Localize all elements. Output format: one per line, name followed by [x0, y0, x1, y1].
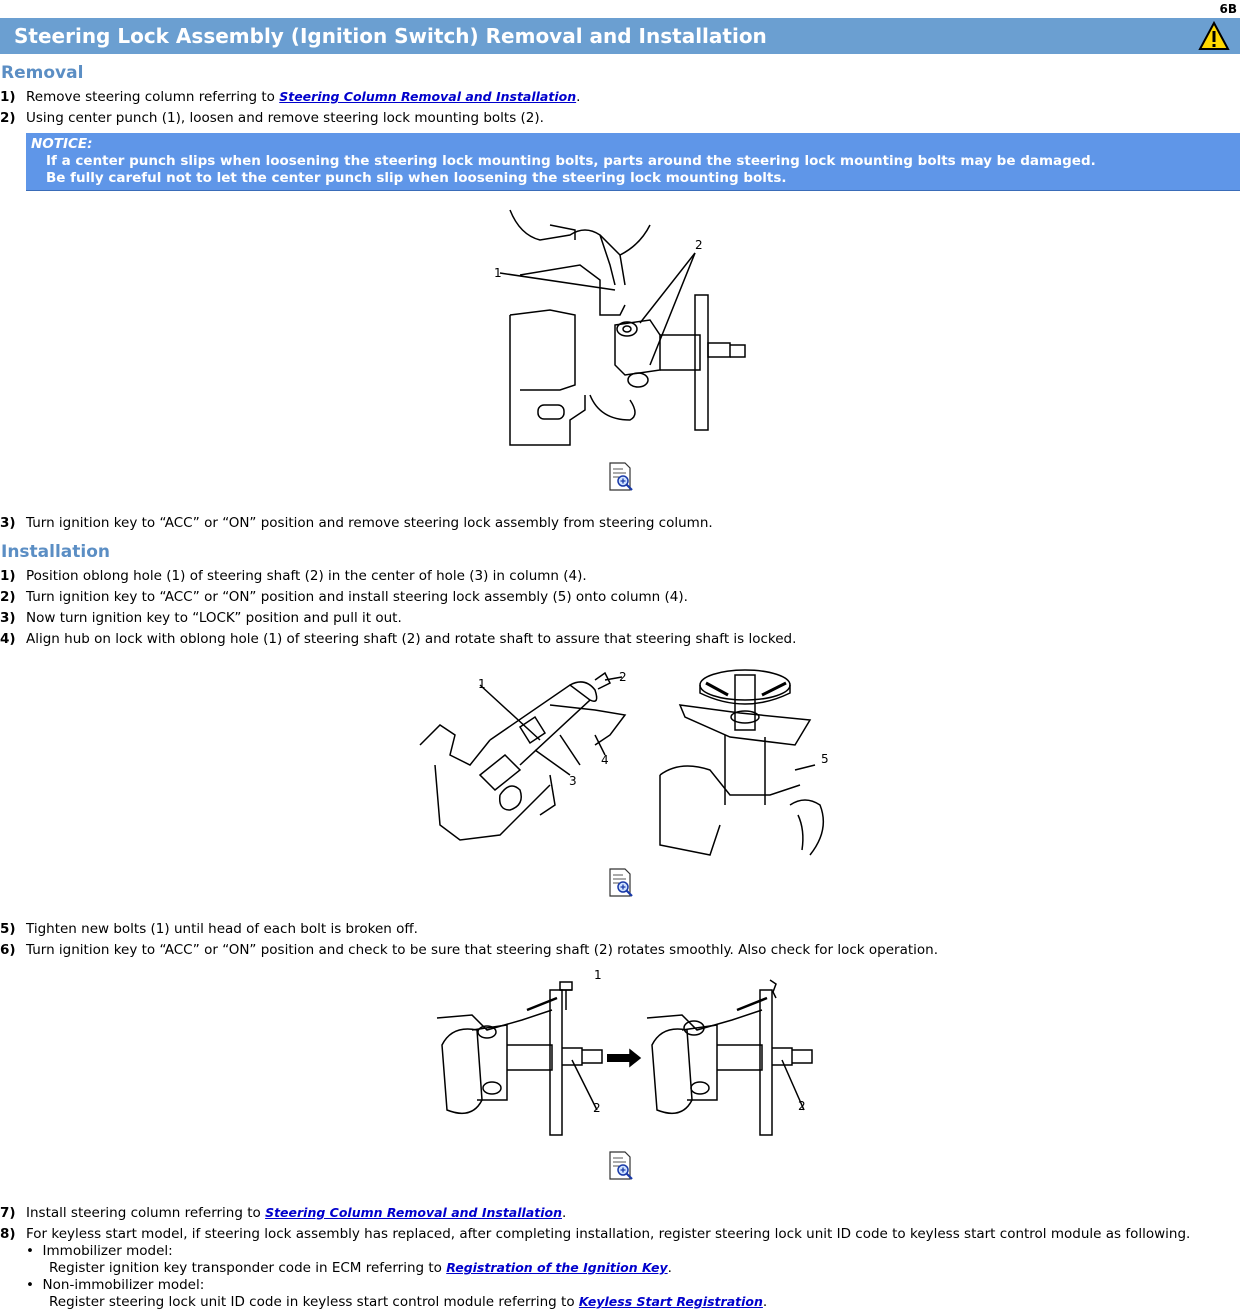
install-step-3	[0, 610, 402, 626]
steering-column-link[interactable]: Steering Column Removal and Installation	[279, 89, 577, 104]
step-text: Remove steering column referring to	[26, 89, 280, 105]
fig1-label-2: 2	[695, 238, 703, 252]
step-text: Turn ignition key to “ACC” or “ON” position and remove steering lock assembly from steering column.	[26, 515, 713, 531]
bullet-non-immobilizer-detail	[49, 1294, 767, 1310]
step-number: 6)	[0, 942, 16, 958]
step-text: Turn ignition key to “ACC” or “ON” position and check to be sure that steering shaft (2) rotates smoothly. Also check for lock operation.	[26, 942, 939, 958]
figure-bolt-diagram	[432, 970, 822, 1140]
fig3-label-2b: 2	[798, 1099, 806, 1113]
step-number: 3)	[0, 515, 16, 531]
notice-line-2: Be fully careful not to let the center punch slip when loosening the steering lock mounting bolts.	[46, 170, 787, 186]
figure-installation-diagram	[410, 655, 830, 860]
step-number: 2)	[0, 589, 16, 605]
removal-step-2	[0, 110, 544, 126]
install-step-1	[0, 568, 587, 584]
bullet-dot: •	[26, 1277, 43, 1293]
step-text: Turn ignition key to “ACC” or “ON” position and install steering lock assembly (5) onto column (4).	[26, 589, 688, 605]
install-step-5	[0, 921, 418, 937]
step-text-end: .	[576, 89, 581, 105]
step-number: 5)	[0, 921, 16, 937]
step-number: 1)	[0, 568, 16, 584]
bullet-immobilizer	[26, 1243, 173, 1259]
fig2-label-4: 4	[601, 753, 609, 767]
step-text: Now turn ignition key to “LOCK” position and pull it out.	[26, 610, 402, 626]
section-code: 6B	[1219, 2, 1237, 16]
removal-heading: Removal	[1, 63, 84, 83]
bullet-label: Immobilizer model:	[42, 1243, 173, 1259]
fig2-label-2: 2	[619, 670, 627, 684]
step-text: Using center punch (1), loosen and remove steering lock mounting bolts (2).	[26, 110, 544, 126]
page-title: Steering Lock Assembly (Ignition Switch) Removal and Installation	[14, 24, 767, 48]
install-step-6	[0, 942, 938, 958]
zoom-figure-icon[interactable]	[608, 868, 634, 898]
steering-column-link[interactable]: Steering Column Removal and Installation	[265, 1205, 562, 1220]
step-text: Tighten new bolts (1) until head of each bolt is broken off.	[26, 921, 418, 937]
install-step-2	[0, 589, 688, 605]
notice-box	[26, 133, 1240, 191]
removal-step-3	[0, 515, 713, 531]
warning-icon[interactable]	[1198, 21, 1230, 51]
step-number: 1)	[0, 89, 16, 105]
install-step-8	[0, 1226, 1190, 1242]
removal-step-1	[0, 89, 580, 105]
bullet-text-end: .	[667, 1260, 672, 1276]
bullet-dot: •	[26, 1243, 43, 1259]
fig2-label-3: 3	[569, 774, 577, 788]
bullet-non-immobilizer	[26, 1277, 204, 1293]
step-text: Align hub on lock with oblong hole (1) of steering shaft (2) and rotate shaft to assure that steering shaft is locked.	[26, 631, 797, 647]
step-text: Install steering column referring to	[26, 1205, 266, 1221]
install-step-7	[0, 1205, 566, 1221]
step-number: 3)	[0, 610, 16, 626]
step-text-end: .	[561, 1205, 567, 1221]
fig1-label-1: 1	[494, 266, 502, 280]
bullet-text: Register ignition key transponder code in ECM referring to	[49, 1260, 447, 1276]
bullet-text-end: .	[762, 1294, 768, 1310]
installation-heading: Installation	[1, 542, 111, 562]
step-number: 7)	[0, 1205, 16, 1221]
title-bar	[0, 18, 1240, 54]
keyless-start-registration-link[interactable]: Keyless Start Registration	[578, 1294, 763, 1309]
zoom-figure-icon[interactable]	[608, 1151, 634, 1181]
fig2-label-5: 5	[821, 752, 829, 766]
bullet-immobilizer-detail	[49, 1260, 672, 1276]
bullet-label: Non-immobilizer model:	[42, 1277, 205, 1293]
figure-removal-diagram	[490, 205, 760, 455]
step-number: 4)	[0, 631, 16, 647]
fig2-label-1: 1	[478, 677, 486, 691]
zoom-figure-icon[interactable]	[608, 462, 634, 492]
step-number: 8)	[0, 1226, 16, 1242]
ignition-key-registration-link[interactable]: Registration of the Ignition Key	[446, 1260, 668, 1275]
fig3-label-2a: 2	[593, 1101, 601, 1115]
notice-label: NOTICE:	[31, 136, 93, 152]
step-text: Position oblong hole (1) of steering shaft (2) in the center of hole (3) in column (4).	[26, 568, 587, 584]
step-text: For keyless start model, if steering lock assembly has replaced, after completing installation, register steering lock unit ID code to keyless start control module as following.	[26, 1226, 1191, 1242]
fig3-label-1: 1	[594, 968, 602, 982]
step-number: 2)	[0, 110, 16, 126]
install-step-4	[0, 631, 796, 647]
notice-line-1: If a center punch slips when loosening the steering lock mounting bolts, parts around the steering lock mounting bolts may be damaged.	[46, 153, 1096, 169]
bullet-text: Register steering lock unit ID code in keyless start control module referring to	[49, 1294, 579, 1310]
